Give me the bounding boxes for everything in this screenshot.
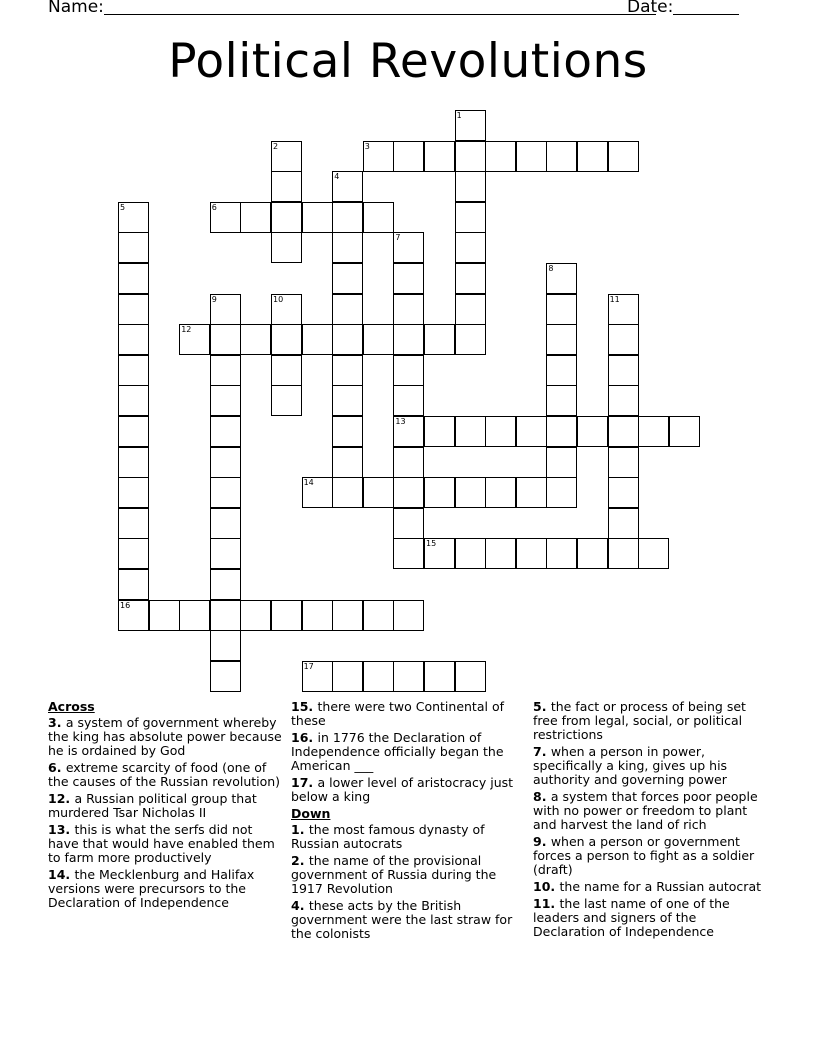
grid-cell[interactable]: [210, 385, 241, 416]
grid-cell[interactable]: [118, 385, 149, 416]
clue-number: 13.: [48, 822, 75, 837]
grid-cell[interactable]: [516, 538, 547, 569]
clue-text: the Mecklenburg and Halifax versions were precursors to the Declaration of Independence: [48, 867, 255, 910]
clues-column-3: [533, 700, 769, 942]
grid-cell[interactable]: [516, 141, 547, 172]
grid-cell[interactable]: [210, 630, 241, 661]
grid-cell[interactable]: [516, 416, 547, 447]
clue-number-label: 4: [334, 172, 340, 182]
grid-cell[interactable]: [363, 202, 394, 233]
grid-cell[interactable]: [608, 477, 639, 508]
clue-number-label: 12: [181, 325, 192, 335]
grid-cell[interactable]: [455, 324, 486, 355]
clue-number-label: 14: [303, 478, 314, 488]
clue-item: [533, 745, 769, 787]
grid-cell[interactable]: [485, 416, 516, 447]
clues-column-1: [48, 700, 284, 913]
grid-cell[interactable]: [271, 232, 302, 263]
grid-cell[interactable]: [455, 202, 486, 233]
name-label: Name:: [48, 0, 104, 17]
grid-cell[interactable]: [608, 508, 639, 539]
grid-cell[interactable]: [271, 355, 302, 386]
clue-number-label: 5: [120, 202, 126, 212]
grid-cell[interactable]: [455, 294, 486, 325]
grid-cell[interactable]: [118, 416, 149, 447]
clues-column-2: [291, 700, 527, 944]
grid-cell[interactable]: [302, 324, 333, 355]
clue-number: 9.: [533, 834, 551, 849]
grid-cell[interactable]: [455, 141, 486, 172]
grid-cell[interactable]: [271, 324, 302, 355]
grid-cell[interactable]: [455, 263, 486, 294]
grid-cell[interactable]: [210, 324, 241, 355]
clue-number-label: 6: [211, 202, 217, 212]
grid-cell[interactable]: [271, 202, 302, 233]
grid-cell[interactable]: [424, 324, 455, 355]
grid-cell[interactable]: [546, 141, 577, 172]
grid-cell[interactable]: [546, 355, 577, 386]
clue-number-label: 2: [273, 141, 279, 151]
clue-number-label: 11: [609, 294, 620, 304]
clue-item: [291, 731, 527, 773]
grid-cell[interactable]: [271, 171, 302, 202]
clue-number: 8.: [533, 789, 551, 804]
grid-cell[interactable]: [455, 171, 486, 202]
grid-cell[interactable]: [210, 477, 241, 508]
grid-cell[interactable]: [118, 569, 149, 600]
clue-text: extreme scarcity of food (one of the causes of the Russian revolution): [48, 760, 281, 789]
clue-number: 7.: [533, 744, 551, 759]
clue-number-label: 9: [211, 294, 217, 304]
grid-cell[interactable]: [608, 385, 639, 416]
clue-number: 1.: [291, 822, 309, 837]
grid-cell[interactable]: [210, 447, 241, 478]
grid-cell[interactable]: [546, 385, 577, 416]
clue-number: 4.: [291, 898, 309, 913]
grid-cell[interactable]: [393, 294, 424, 325]
grid-cell[interactable]: [210, 538, 241, 569]
grid-cell[interactable]: [271, 385, 302, 416]
grid-cell[interactable]: [546, 294, 577, 325]
clue-text: there were two Continental of these: [291, 699, 504, 728]
clue-text: in 1776 the Declaration of Independence officially began the American ___: [291, 730, 504, 773]
clue-text: the most famous dynasty of Russian autocrats: [291, 822, 485, 851]
clue-number-label: 16: [120, 600, 131, 610]
grid-cell[interactable]: [577, 416, 608, 447]
clue-item: [533, 880, 769, 894]
clue-item: [533, 700, 769, 742]
grid-cell[interactable]: [118, 508, 149, 539]
clue-item: [291, 899, 527, 941]
grid-cell[interactable]: [240, 324, 271, 355]
grid-cell[interactable]: [577, 141, 608, 172]
grid-cell[interactable]: [332, 232, 363, 263]
grid-cell[interactable]: [302, 202, 333, 233]
clue-text: a system of government whereby the king has absolute power because he is ordained by God: [48, 715, 282, 758]
grid-cell[interactable]: [240, 600, 271, 631]
grid-cell[interactable]: [455, 538, 486, 569]
clue-number: 5.: [533, 699, 551, 714]
clue-number: 17.: [291, 775, 318, 790]
grid-cell[interactable]: [608, 538, 639, 569]
clue-number-label: 15: [426, 539, 437, 549]
clue-item: [48, 792, 284, 820]
grid-cell[interactable]: [393, 661, 424, 692]
clue-number: 14.: [48, 867, 75, 882]
grid-cell[interactable]: [546, 538, 577, 569]
grid-cell[interactable]: [485, 538, 516, 569]
grid-cell[interactable]: [638, 538, 669, 569]
clue-number: 10.: [533, 879, 560, 894]
grid-cell[interactable]: [332, 385, 363, 416]
grid-cell[interactable]: [332, 294, 363, 325]
grid-cell[interactable]: [393, 324, 424, 355]
clue-number: 6.: [48, 760, 66, 775]
grid-cell[interactable]: [210, 600, 241, 631]
grid-cell[interactable]: [546, 477, 577, 508]
grid-cell[interactable]: [210, 355, 241, 386]
grid-cell[interactable]: [393, 141, 424, 172]
grid-cell[interactable]: [332, 324, 363, 355]
grid-cell[interactable]: [393, 355, 424, 386]
clue-text: a Russian political group that murdered Tsar Nicholas II: [48, 791, 257, 820]
clue-item: [533, 835, 769, 877]
grid-cell[interactable]: [332, 202, 363, 233]
grid-cell[interactable]: [118, 447, 149, 478]
clue-number: 11.: [533, 896, 560, 911]
grid-cell[interactable]: [455, 232, 486, 263]
clue-item: [533, 897, 769, 939]
grid-cell[interactable]: [393, 508, 424, 539]
grid-cell[interactable]: [577, 538, 608, 569]
grid-cell[interactable]: [393, 538, 424, 569]
grid-cell[interactable]: [393, 477, 424, 508]
grid-cell[interactable]: [546, 324, 577, 355]
grid-cell[interactable]: [179, 600, 210, 631]
grid-cell[interactable]: [393, 600, 424, 631]
grid-cell[interactable]: [424, 477, 455, 508]
grid-cell[interactable]: [455, 416, 486, 447]
clue-item: [48, 823, 284, 865]
clue-text: a system that forces poor people with no power or freedom to plant and harvest the land of rich: [533, 789, 758, 832]
grid-cell[interactable]: [118, 355, 149, 386]
grid-cell[interactable]: [118, 538, 149, 569]
grid-cell[interactable]: [118, 232, 149, 263]
grid-cell[interactable]: [363, 661, 394, 692]
grid-cell[interactable]: [638, 416, 669, 447]
grid-cell[interactable]: [424, 661, 455, 692]
clue-text: when a person or government forces a person to fight as a soldier (draft): [533, 834, 755, 877]
grid-cell[interactable]: [363, 324, 394, 355]
grid-cell[interactable]: [332, 447, 363, 478]
clue-text: a lower level of aristocracy just below a king: [291, 775, 514, 804]
grid-cell[interactable]: [455, 661, 486, 692]
grid-cell[interactable]: [240, 202, 271, 233]
grid-cell[interactable]: [302, 600, 333, 631]
clue-number-label: 7: [395, 233, 401, 243]
grid-cell[interactable]: [118, 294, 149, 325]
grid-cell[interactable]: [485, 141, 516, 172]
clue-text: the fact or process of being set free from legal, social, or political restrictions: [533, 699, 746, 742]
clue-item: [48, 761, 284, 789]
clue-item: [291, 700, 527, 728]
clue-number-label: 17: [303, 661, 314, 671]
grid-cell[interactable]: [210, 569, 241, 600]
clue-section-heading: Across: [48, 699, 95, 714]
grid-cell[interactable]: [332, 416, 363, 447]
grid-cell[interactable]: [332, 263, 363, 294]
grid-cell[interactable]: [608, 416, 639, 447]
page-title: Political Revolutions: [168, 34, 648, 89]
clue-number: 3.: [48, 715, 66, 730]
grid-cell[interactable]: [210, 661, 241, 692]
grid-cell[interactable]: [332, 477, 363, 508]
grid-cell[interactable]: [608, 447, 639, 478]
grid-cell[interactable]: [332, 661, 363, 692]
grid-cell[interactable]: [332, 600, 363, 631]
clue-text: the name of the provisional government of Russia during the 1917 Revolution: [291, 853, 497, 896]
clue-text: this is what the serfs did not have that would have enabled them to farm more productively: [48, 822, 275, 865]
clue-number-label: 1: [456, 111, 462, 120]
grid-cell[interactable]: [608, 355, 639, 386]
date-label: Date:: [627, 0, 674, 17]
grid-cell[interactable]: [363, 477, 394, 508]
grid-cell[interactable]: [332, 355, 363, 386]
grid-cell[interactable]: [608, 141, 639, 172]
grid-cell[interactable]: [210, 416, 241, 447]
clue-item: [291, 823, 527, 851]
clue-item: [48, 868, 284, 910]
clue-item: [533, 790, 769, 832]
grid-cell[interactable]: [546, 447, 577, 478]
grid-cell[interactable]: [271, 600, 302, 631]
clue-number-label: 8: [548, 264, 554, 273]
grid-cell[interactable]: [455, 477, 486, 508]
grid-cell[interactable]: [118, 477, 149, 508]
clue-item: [291, 776, 527, 804]
clue-item: [48, 716, 284, 758]
clue-text: the last name of one of the leaders and signers of the Declaration of Independence: [533, 896, 730, 939]
grid-cell[interactable]: [516, 477, 547, 508]
clue-number: 15.: [291, 699, 318, 714]
grid-cell[interactable]: [393, 385, 424, 416]
clue-number-label: 10: [273, 294, 284, 304]
grid-cell[interactable]: [546, 416, 577, 447]
clue-number-label: 3: [364, 141, 370, 151]
grid-cell[interactable]: [424, 141, 455, 172]
clue-number: 16.: [291, 730, 318, 745]
grid-cell[interactable]: [149, 600, 180, 631]
clue-item: [291, 854, 527, 896]
clue-section-heading: Down: [291, 806, 331, 821]
clue-number: 2.: [291, 853, 309, 868]
grid-cell[interactable]: [485, 477, 516, 508]
grid-cell[interactable]: [393, 263, 424, 294]
grid-cell[interactable]: [669, 416, 700, 447]
clue-number: 12.: [48, 791, 75, 806]
clue-text: the name for a Russian autocrat: [559, 879, 762, 894]
grid-cell[interactable]: [393, 447, 424, 478]
grid-cell[interactable]: [363, 600, 394, 631]
grid-cell[interactable]: [118, 263, 149, 294]
grid-cell[interactable]: [118, 324, 149, 355]
grid-cell[interactable]: [608, 324, 639, 355]
clue-number-label: 13: [395, 417, 406, 426]
grid-cell[interactable]: [210, 508, 241, 539]
clue-text: these acts by the British government were the last straw for the colonists: [291, 898, 513, 941]
grid-cell[interactable]: [424, 416, 455, 447]
clue-text: when a person in power, specifically a king, gives up his authority and governing power: [533, 744, 728, 787]
